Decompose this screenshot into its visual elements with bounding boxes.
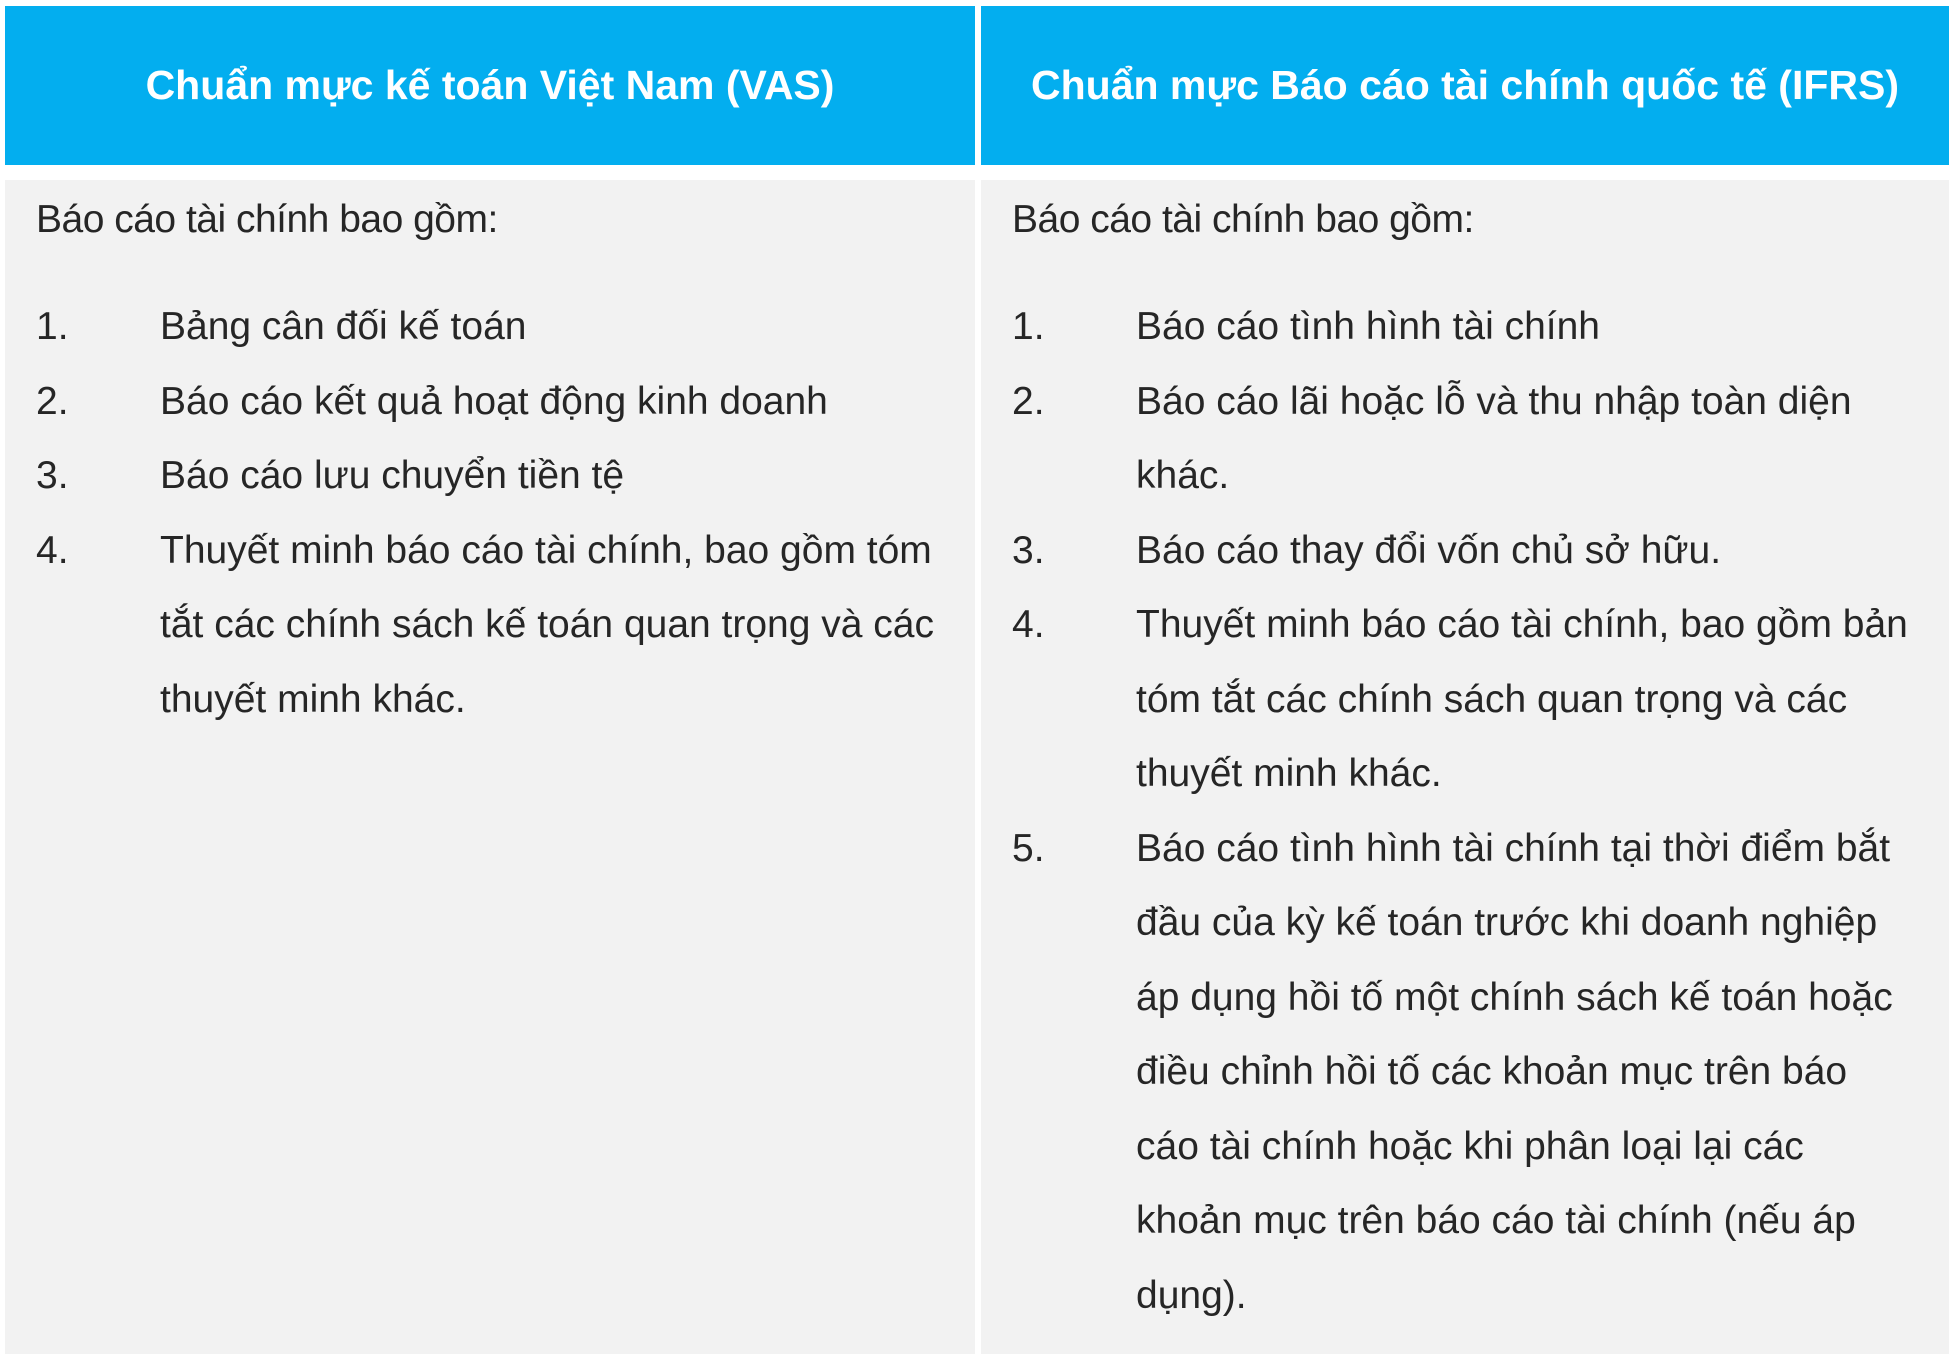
list-text: Báo cáo thay đổi vốn chủ sở hữu. [1136,528,1722,572]
vas-intro: Báo cáo tài chính bao gồm: [36,198,498,241]
list-item [1012,514,1919,589]
list-item [36,290,945,365]
list-number: 4. [1012,603,1045,646]
list-number: 2. [36,379,69,423]
comparison-table [5,6,1949,1354]
vas-list [36,290,945,737]
list-number: 3. [1012,528,1045,572]
list-text: Thuyết minh báo cáo tài chính, bao gồm bản tóm tắt các chính sách quan trọng và các thuyết minh khác. [1136,603,1908,795]
cell-ifrs [981,180,1949,1354]
list-text: Thuyết minh báo cáo tài chính, bao gồm tóm tắt các chính sách kế toán quan trọng và các thuyết minh khác. [160,528,934,721]
ifrs-list [1012,290,1919,1333]
list-text: Báo cáo lãi hoặc lỗ và thu nhập toàn diện khác. [1136,379,1852,497]
list-number: 5. [1012,826,1045,870]
header-ifrs: Chuẩn mực Báo cáo tài chính quốc tế (IFRS) [981,6,1949,165]
list-number: 1. [36,305,69,348]
list-text: Báo cáo lưu chuyển tiền tệ [160,454,625,497]
list-item [1012,290,1919,365]
list-text: Báo cáo tình hình tài chính tại thời điểm bắt đầu của kỳ kế toán trước khi doanh nghiệp áp dụng hồi tố một chính sách kế toán hoặc điều chỉnh hồi tố các khoản mục trên báo cáo tài chính hoặc khi phân loại lại các khoản mục trên báo cáo tài chính (nếu áp dụng). [1136,826,1893,1317]
list-item [1012,812,1919,1334]
list-text: Báo cáo tình hình tài chính [1136,305,1601,348]
ifrs-intro: Báo cáo tài chính bao gồm: [1012,198,1474,241]
cell-vas [5,180,975,1354]
list-number: 3. [36,454,69,497]
list-number: 2. [1012,379,1045,423]
list-text: Báo cáo kết quả hoạt động kinh doanh [160,379,828,423]
list-number: 4. [36,528,69,572]
list-item [36,439,945,514]
list-item [1012,365,1919,514]
list-number: 1. [1012,305,1045,348]
list-item [36,514,945,738]
list-text: Bảng cân đối kế toán [160,305,527,348]
list-item [1012,588,1919,812]
header-vas: Chuẩn mực kế toán Việt Nam (VAS) [5,6,975,165]
list-item [36,365,945,440]
